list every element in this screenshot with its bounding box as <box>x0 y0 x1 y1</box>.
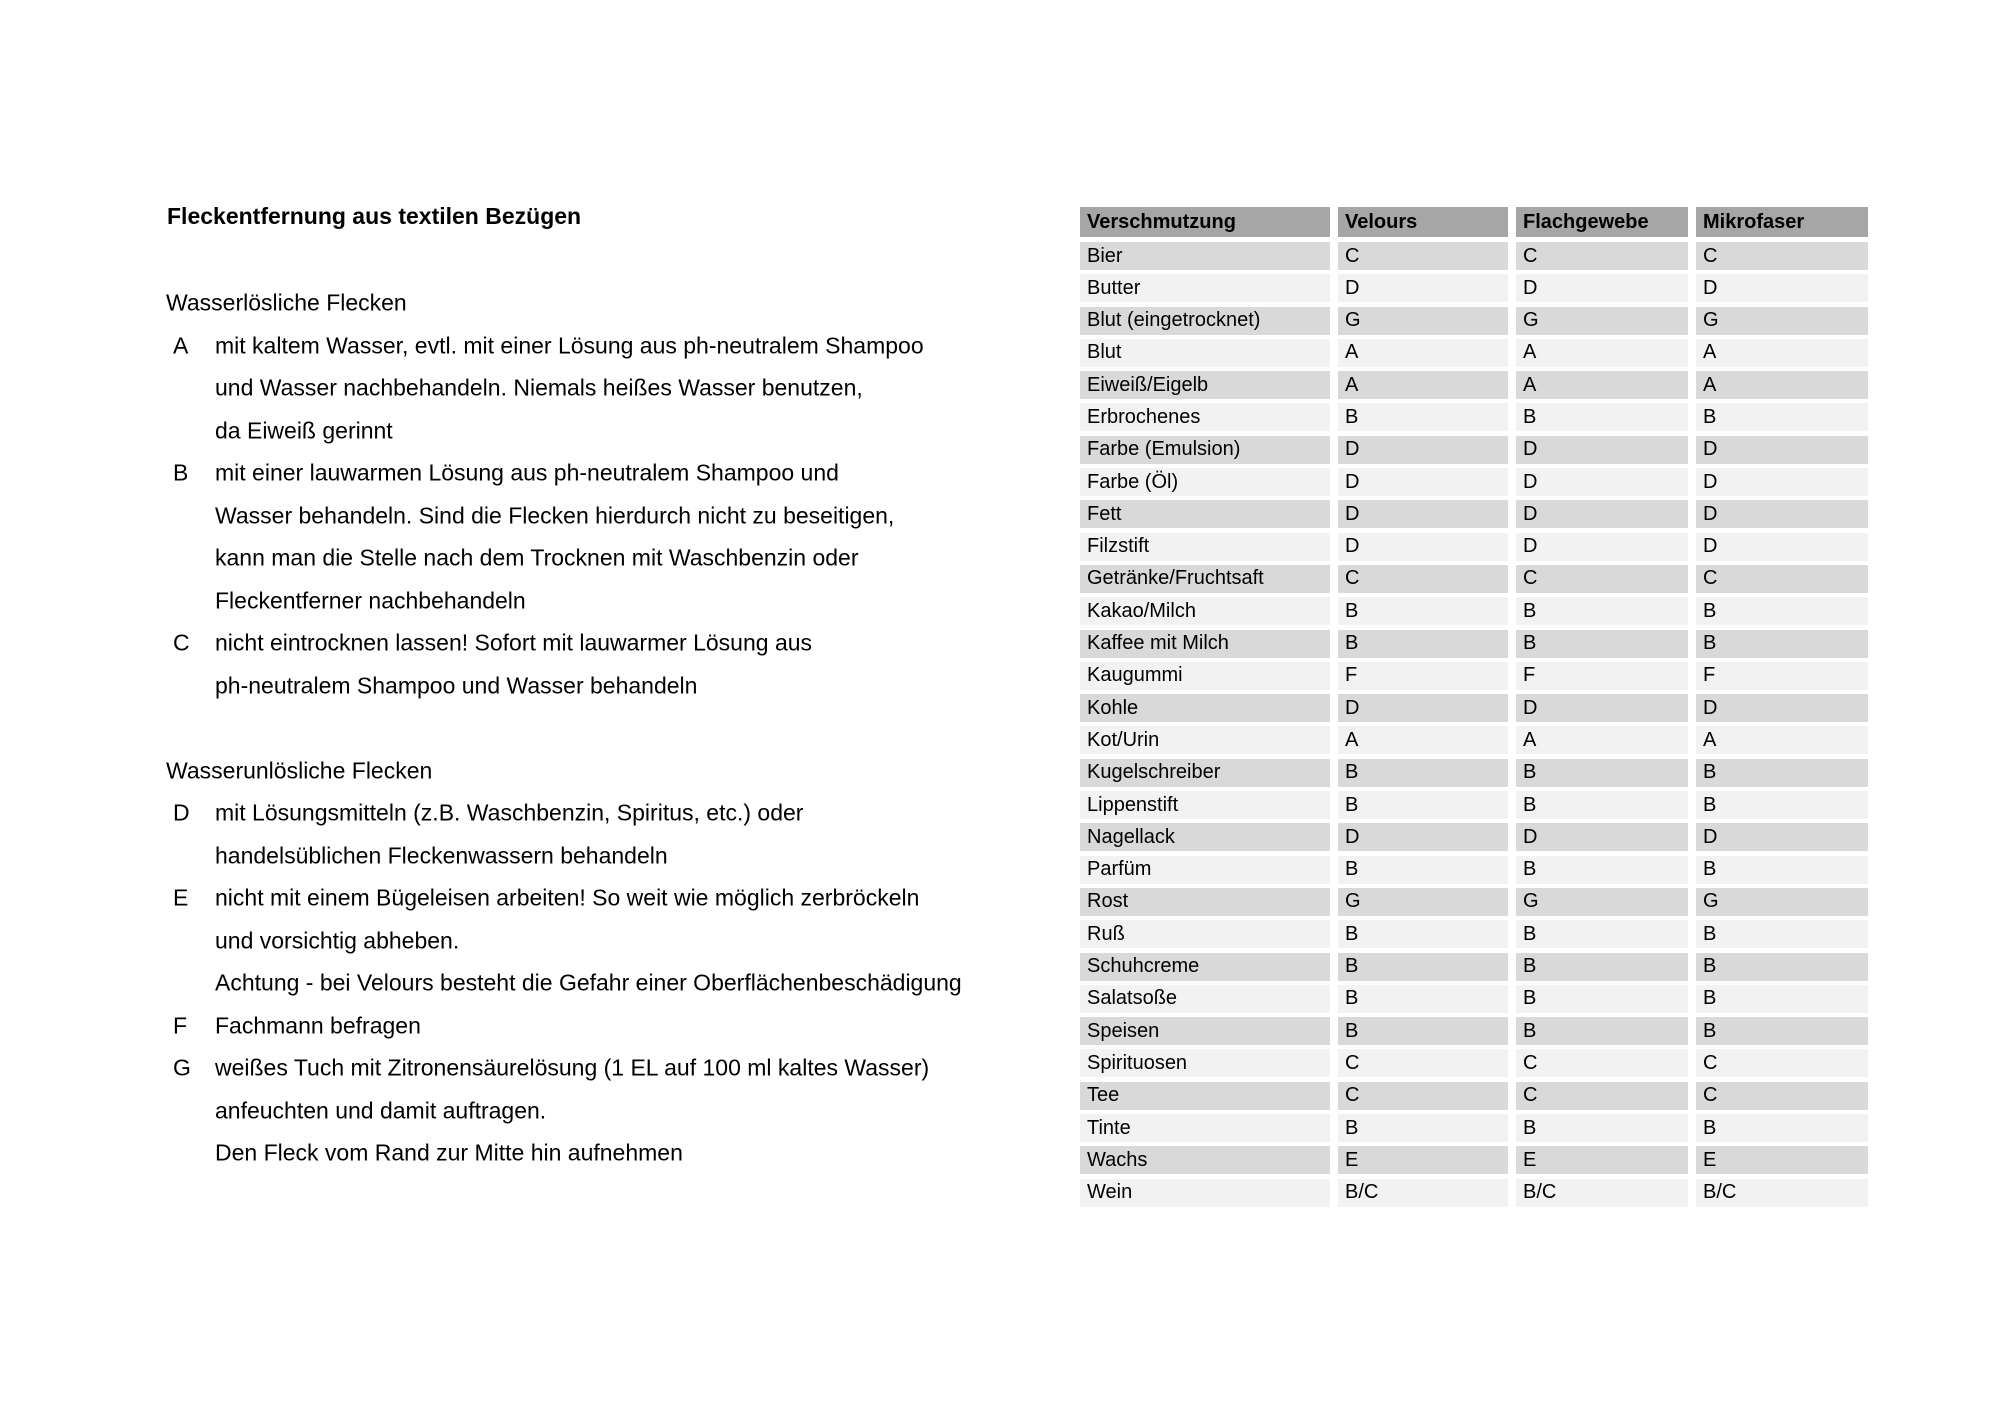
table-cell: B <box>1696 597 1868 625</box>
table-cell: Eiweiß/Eigelb <box>1080 371 1330 399</box>
item-line-text: und Wasser nachbehandeln. Niemals heißes Wasser benutzen, <box>215 374 863 401</box>
table-cell: B <box>1338 953 1508 981</box>
table-row <box>1080 726 1868 754</box>
item-line <box>166 495 1096 538</box>
table-row <box>1080 1049 1868 1077</box>
header-cell: Flachgewebe <box>1516 207 1688 237</box>
header-cell: Velours <box>1338 207 1508 237</box>
table-row <box>1080 985 1868 1013</box>
item-line <box>166 920 1096 963</box>
item-line-text: da Eiweiß gerinnt <box>215 417 393 444</box>
table-cell: B <box>1696 856 1868 884</box>
table-cell: Parfüm <box>1080 856 1330 884</box>
table-cell: B <box>1516 403 1688 431</box>
table-cell: B <box>1696 985 1868 1013</box>
table-row <box>1080 307 1868 335</box>
table-cell: A <box>1338 371 1508 399</box>
table-cell: E <box>1696 1146 1868 1174</box>
item-line-text: mit kaltem Wasser, evtl. mit einer Lösung aus ph-neutralem Shampoo <box>215 332 924 359</box>
table-cell: D <box>1516 823 1688 851</box>
table-row <box>1080 1114 1868 1142</box>
table-row <box>1080 339 1868 367</box>
section-heading: Wasserunlösliche Flecken <box>166 757 433 784</box>
table-row <box>1080 500 1868 528</box>
table-cell: Farbe (Emulsion) <box>1080 436 1330 464</box>
table-cell: Blut <box>1080 339 1330 367</box>
item-line <box>166 1005 1096 1048</box>
item-line-text: kann man die Stelle nach dem Trocknen mit Waschbenzin oder <box>215 544 859 571</box>
table-cell: B <box>1338 597 1508 625</box>
table-cell: B <box>1696 759 1868 787</box>
table-cell: C <box>1696 565 1868 593</box>
table-row <box>1080 1082 1868 1110</box>
instructions-text <box>166 282 1096 1175</box>
table-cell: F <box>1338 662 1508 690</box>
table-row <box>1080 888 1868 916</box>
table-cell: Spirituosen <box>1080 1049 1330 1077</box>
table-row <box>1080 630 1868 658</box>
item-letter: C <box>173 629 190 656</box>
table-cell: Butter <box>1080 274 1330 302</box>
item-line <box>166 1090 1096 1133</box>
table-cell: B/C <box>1696 1179 1868 1207</box>
table-row <box>1080 694 1868 722</box>
table-cell: A <box>1696 339 1868 367</box>
table-row <box>1080 823 1868 851</box>
item-line <box>166 1047 1096 1090</box>
table-row <box>1080 953 1868 981</box>
table-cell: G <box>1338 307 1508 335</box>
item-line-text: weißes Tuch mit Zitronensäurelösung (1 EL auf 100 ml kaltes Wasser) <box>215 1054 930 1081</box>
table-cell: B <box>1338 856 1508 884</box>
table-row <box>1080 533 1868 561</box>
item-letter: E <box>173 884 189 911</box>
table-cell: A <box>1696 371 1868 399</box>
header-cell: Verschmutzung <box>1080 207 1330 237</box>
table-cell: C <box>1696 1082 1868 1110</box>
table-cell: D <box>1338 823 1508 851</box>
table-cell: B <box>1516 759 1688 787</box>
table-cell: B <box>1696 403 1868 431</box>
table-cell: Kugelschreiber <box>1080 759 1330 787</box>
table-cell: B <box>1338 403 1508 431</box>
table-row <box>1080 242 1868 270</box>
table-cell: D <box>1696 823 1868 851</box>
table-cell: Blut (eingetrocknet) <box>1080 307 1330 335</box>
table-cell: B <box>1516 985 1688 1013</box>
table-row <box>1080 1017 1868 1045</box>
table-cell: B <box>1338 791 1508 819</box>
item-letter: A <box>173 332 189 359</box>
table-cell: Kot/Urin <box>1080 726 1330 754</box>
item-line-text: handelsüblichen Fleckenwassern behandeln <box>215 842 668 869</box>
table-cell: D <box>1338 468 1508 496</box>
table-cell: D <box>1516 436 1688 464</box>
table-cell: E <box>1338 1146 1508 1174</box>
table-cell: Ruß <box>1080 920 1330 948</box>
item-line-text: Den Fleck vom Rand zur Mitte hin aufnehmen <box>215 1139 683 1166</box>
table-cell: Kaugummi <box>1080 662 1330 690</box>
table-cell: D <box>1696 533 1868 561</box>
item-line-text: anfeuchten und damit auftragen. <box>215 1097 547 1124</box>
table-cell: D <box>1516 533 1688 561</box>
table-cell: F <box>1516 662 1688 690</box>
table-row <box>1080 597 1868 625</box>
table-row <box>1080 791 1868 819</box>
item-line-text: Achtung - bei Velours besteht die Gefahr einer Oberflächenbeschädigung <box>215 969 962 996</box>
table-cell: A <box>1516 371 1688 399</box>
table-header-row <box>1080 207 1868 237</box>
table-cell: D <box>1696 436 1868 464</box>
table-cell: Salatsoße <box>1080 985 1330 1013</box>
table-cell: D <box>1696 694 1868 722</box>
table-cell: Kohle <box>1080 694 1330 722</box>
table-cell: G <box>1516 888 1688 916</box>
table-cell: Filzstift <box>1080 533 1330 561</box>
table-row <box>1080 1146 1868 1174</box>
item-line <box>166 580 1096 623</box>
table-cell: B <box>1516 1114 1688 1142</box>
table-cell: B <box>1338 920 1508 948</box>
item-line <box>166 410 1096 453</box>
table-row <box>1080 856 1868 884</box>
header-cell: Mikrofaser <box>1696 207 1868 237</box>
table-cell: D <box>1338 500 1508 528</box>
table-cell: C <box>1516 565 1688 593</box>
table-cell: B <box>1696 630 1868 658</box>
table-cell: D <box>1338 694 1508 722</box>
item-line <box>166 835 1096 878</box>
table-cell: B <box>1696 953 1868 981</box>
table-cell: Kakao/Milch <box>1080 597 1330 625</box>
table-cell: B <box>1516 597 1688 625</box>
table-cell: G <box>1338 888 1508 916</box>
table-cell: Tee <box>1080 1082 1330 1110</box>
table-cell: Farbe (Öl) <box>1080 468 1330 496</box>
section-heading-line <box>166 750 1096 793</box>
table-cell: C <box>1338 1082 1508 1110</box>
section-heading-line <box>166 282 1096 325</box>
table-cell: Wachs <box>1080 1146 1330 1174</box>
item-line <box>166 665 1096 708</box>
item-line-text: ph-neutralem Shampoo und Wasser behandeln <box>215 672 698 699</box>
table-cell: C <box>1338 565 1508 593</box>
table-row <box>1080 920 1868 948</box>
table-cell: B <box>1516 791 1688 819</box>
table-cell: Nagellack <box>1080 823 1330 851</box>
table-cell: Tinte <box>1080 1114 1330 1142</box>
table-cell: B <box>1338 630 1508 658</box>
table-cell: A <box>1338 339 1508 367</box>
item-line <box>166 537 1096 580</box>
table-cell: B <box>1516 1017 1688 1045</box>
item-line-text: nicht mit einem Bügeleisen arbeiten! So weit wie möglich zerbröckeln <box>215 884 920 911</box>
table-cell: D <box>1516 500 1688 528</box>
table-row <box>1080 436 1868 464</box>
table-cell: G <box>1516 307 1688 335</box>
table-cell: G <box>1696 307 1868 335</box>
item-letter: G <box>173 1054 191 1081</box>
item-letter: F <box>173 1012 188 1039</box>
item-line <box>166 962 1096 1005</box>
stain-table <box>1080 207 1868 1211</box>
item-line <box>166 1132 1096 1175</box>
table-cell: A <box>1516 339 1688 367</box>
table-cell: B <box>1338 1114 1508 1142</box>
table-row <box>1080 274 1868 302</box>
item-line-text: mit einer lauwarmen Lösung aus ph-neutralem Shampoo und <box>215 459 839 486</box>
table-cell: B <box>1516 953 1688 981</box>
table-cell: B <box>1338 985 1508 1013</box>
table-cell: B <box>1516 920 1688 948</box>
table-cell: Schuhcreme <box>1080 953 1330 981</box>
table-cell: Bier <box>1080 242 1330 270</box>
item-line <box>166 877 1096 920</box>
table-cell: G <box>1696 888 1868 916</box>
table-cell: C <box>1338 1049 1508 1077</box>
table-cell: C <box>1516 1082 1688 1110</box>
table-row <box>1080 1179 1868 1207</box>
table-cell: D <box>1696 468 1868 496</box>
table-cell: Erbrochenes <box>1080 403 1330 431</box>
table-row <box>1080 371 1868 399</box>
table-cell: D <box>1338 274 1508 302</box>
table-cell: Kaffee mit Milch <box>1080 630 1330 658</box>
table-cell: D <box>1338 533 1508 561</box>
item-line-text: Wasser behandeln. Sind die Flecken hierdurch nicht zu beseitigen, <box>215 502 895 529</box>
item-line-text: nicht eintrocknen lassen! Sofort mit lauwarmer Lösung aus <box>215 629 813 656</box>
table-cell: Fett <box>1080 500 1330 528</box>
table-row <box>1080 565 1868 593</box>
table-row <box>1080 403 1868 431</box>
table-cell: B <box>1338 759 1508 787</box>
table-cell: C <box>1696 242 1868 270</box>
table-cell: C <box>1696 1049 1868 1077</box>
item-line-text: Fachmann befragen <box>215 1012 421 1039</box>
item-line <box>166 367 1096 410</box>
item-line <box>166 452 1096 495</box>
table-cell: Rost <box>1080 888 1330 916</box>
table-cell: B <box>1696 1114 1868 1142</box>
table-cell: B/C <box>1516 1179 1688 1207</box>
table-cell: B <box>1338 1017 1508 1045</box>
item-line-text: und vorsichtig abheben. <box>215 927 460 954</box>
table-cell: Wein <box>1080 1179 1330 1207</box>
table-cell: E <box>1516 1146 1688 1174</box>
table-row <box>1080 662 1868 690</box>
table-cell: D <box>1516 274 1688 302</box>
table-cell: D <box>1696 274 1868 302</box>
item-letter: B <box>173 459 189 486</box>
item-letter: D <box>173 799 190 826</box>
table-cell: B <box>1516 856 1688 884</box>
item-line <box>166 325 1096 368</box>
table-row <box>1080 759 1868 787</box>
table-cell: B/C <box>1338 1179 1508 1207</box>
item-line <box>166 622 1096 665</box>
item-line <box>166 792 1096 835</box>
table-cell: D <box>1516 694 1688 722</box>
table-cell: Getränke/Fruchtsaft <box>1080 565 1330 593</box>
table-cell: Speisen <box>1080 1017 1330 1045</box>
table-cell: C <box>1516 242 1688 270</box>
table-cell: B <box>1696 920 1868 948</box>
section-heading: Wasserlösliche Flecken <box>166 289 407 316</box>
table-cell: A <box>1338 726 1508 754</box>
table-cell: B <box>1516 630 1688 658</box>
table-cell: D <box>1516 468 1688 496</box>
table-cell: F <box>1696 662 1868 690</box>
item-line-text: Fleckentferner nachbehandeln <box>215 587 526 614</box>
table-cell: D <box>1696 500 1868 528</box>
table-cell: B <box>1696 791 1868 819</box>
table-cell: Lippenstift <box>1080 791 1330 819</box>
table-cell: C <box>1516 1049 1688 1077</box>
table-cell: A <box>1516 726 1688 754</box>
table-row <box>1080 468 1868 496</box>
item-line-text: mit Lösungsmitteln (z.B. Waschbenzin, Spiritus, etc.) oder <box>215 799 804 826</box>
document-title: Fleckentfernung aus textilen Bezügen <box>167 203 582 229</box>
table-cell: D <box>1338 436 1508 464</box>
table-cell: B <box>1696 1017 1868 1045</box>
table-cell: C <box>1338 242 1508 270</box>
table-cell: A <box>1696 726 1868 754</box>
